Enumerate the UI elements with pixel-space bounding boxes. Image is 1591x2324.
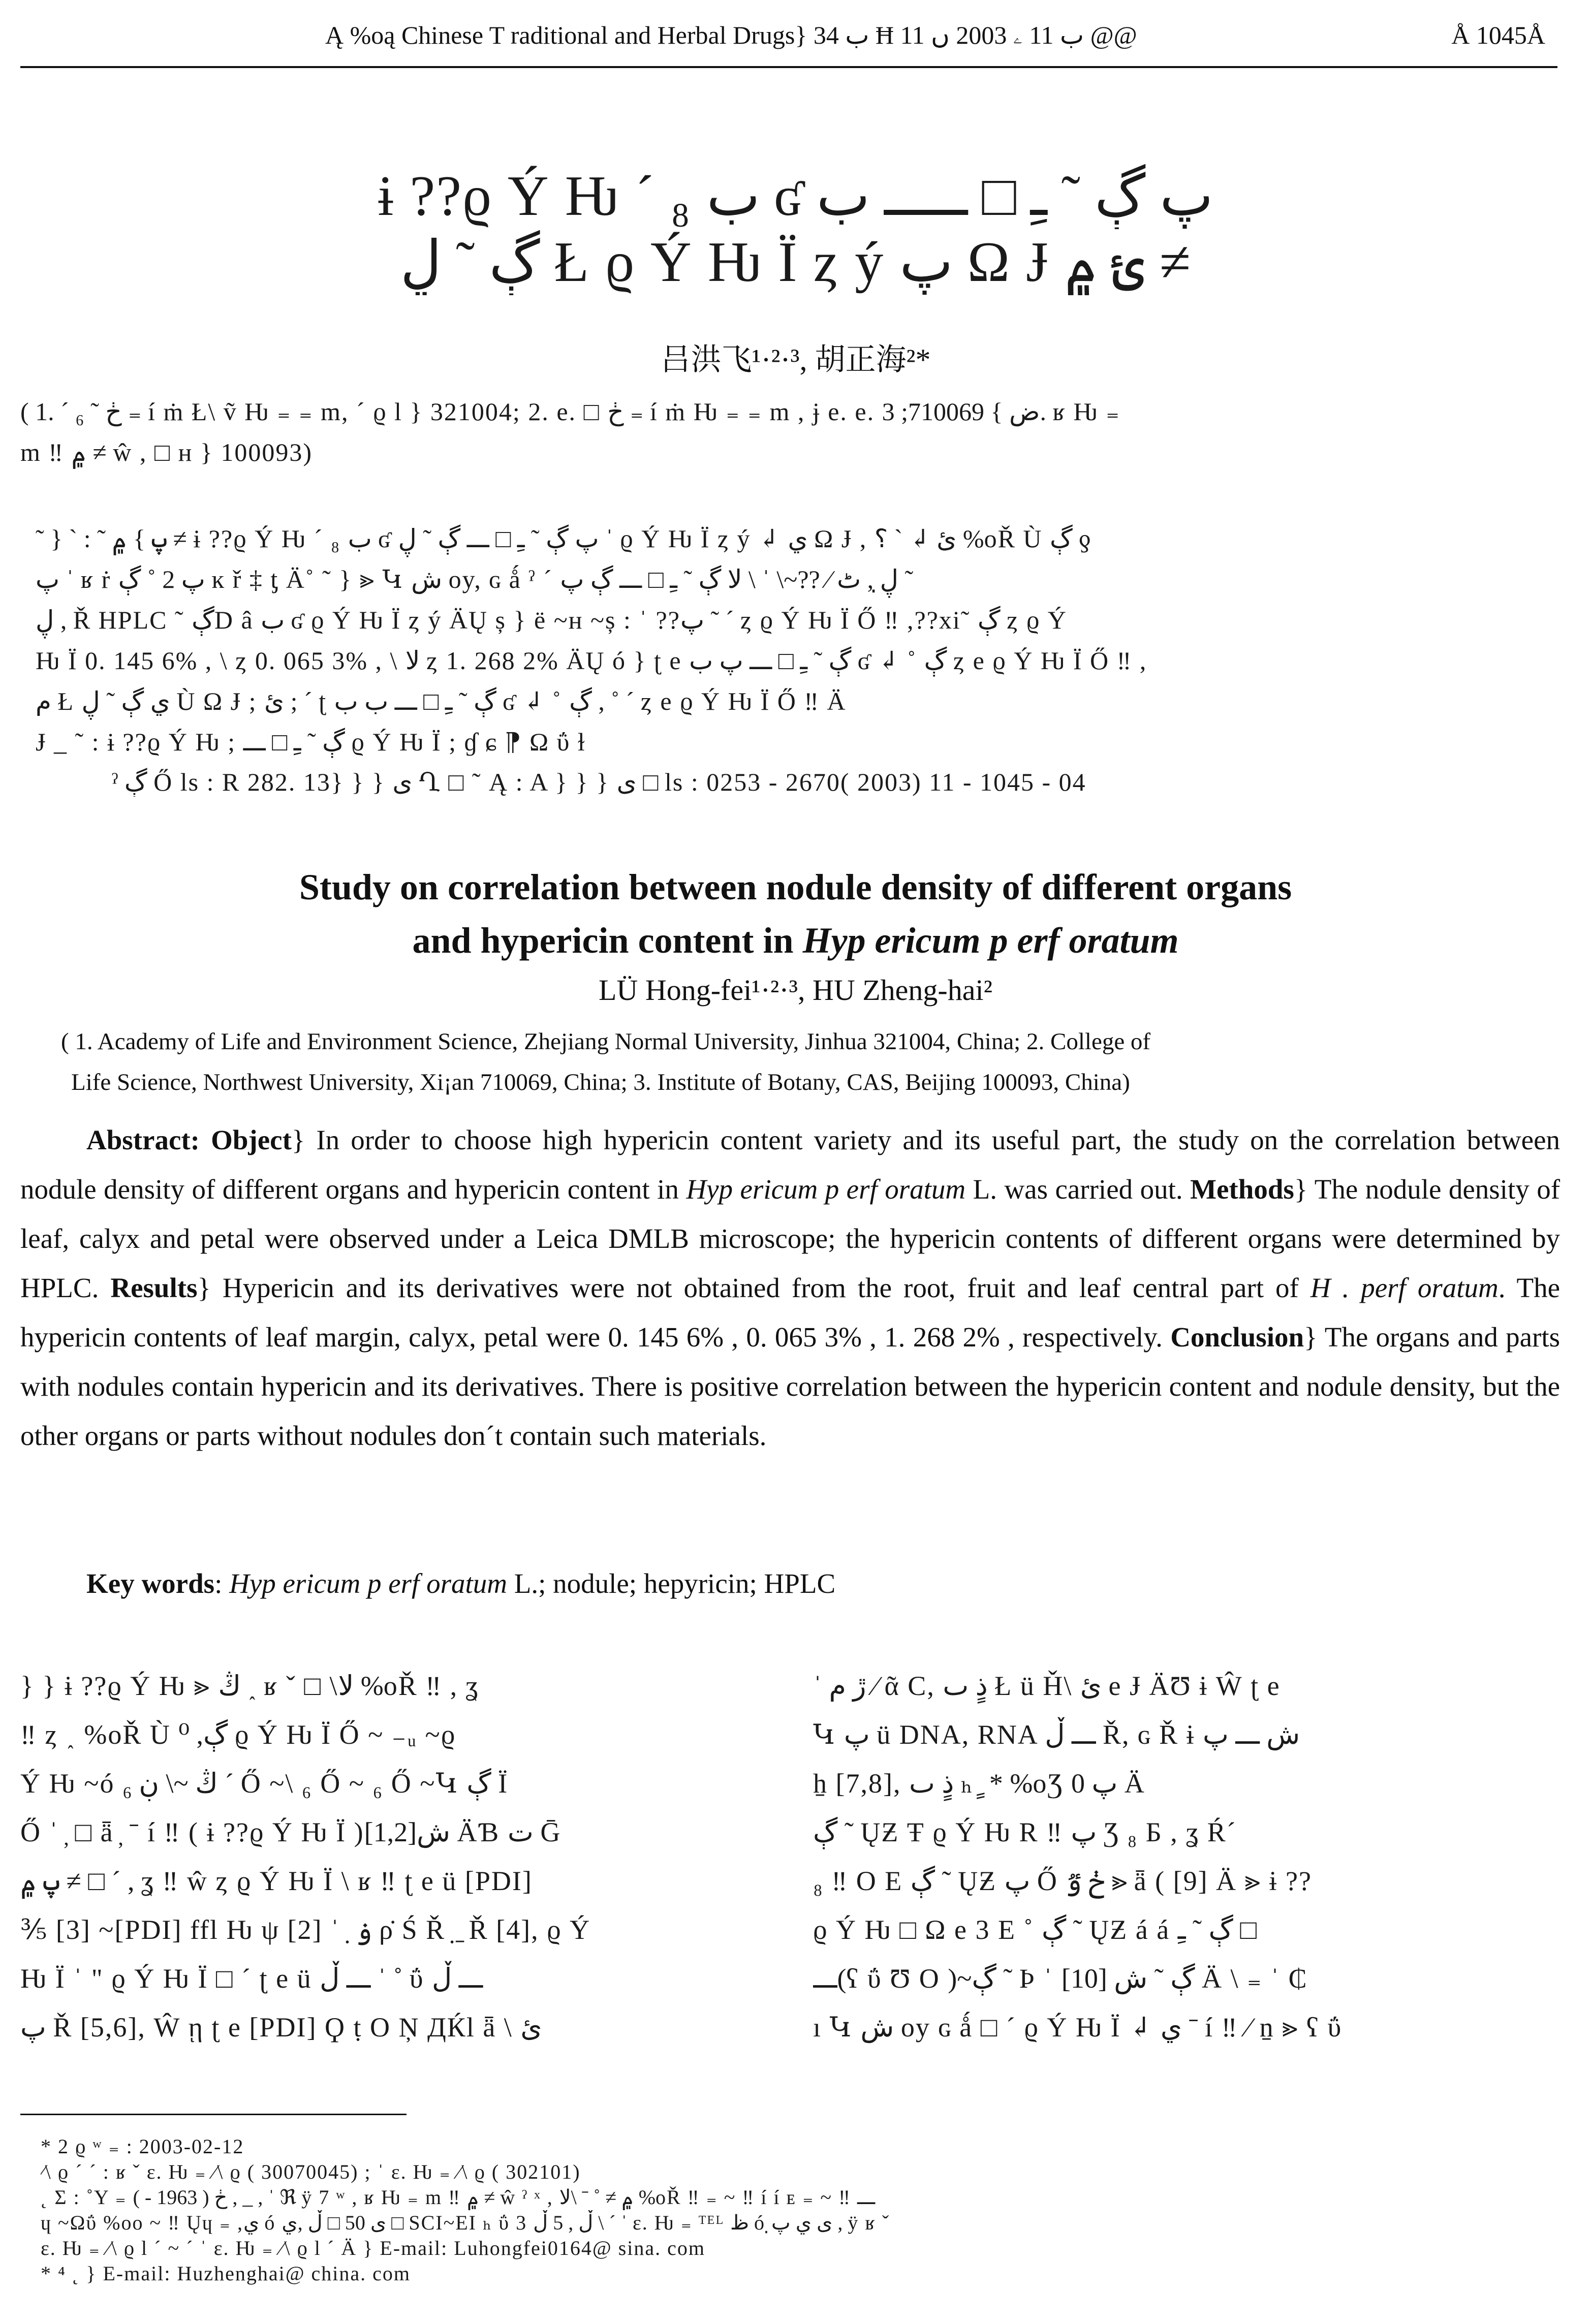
species-abbrev: H . perf oratum [1310, 1272, 1499, 1303]
en-title-text: and hypericin content in [412, 920, 803, 961]
zh-affiliations [20, 391, 1560, 473]
keywords-list: L.; nodule; hepyricin; HPLC [514, 1568, 836, 1599]
page-number: Å 1045Å [1451, 21, 1545, 49]
body-line: پ ۾ ≠ □ ´ , ʓ ‼ ŵ ȥ ϱ Ý Ƕ Ï \ ʁ ‼ ʈ e ü [PDI] [20, 1866, 533, 1896]
footnote-line: ˛ Ʃ : ˚Y ₌ ڂ ( 1963 - ) , _ , ˈ ℜ ÿ 7 ʷ , ʁ Ƕ ₌ m ‼ ۾ ≠ ŵ ˀ ˣ , ۾ ≠ ˚ ˉ \لا %oŘ ‼ ₌ ~ ‼ í í ᴇ ₌ ~ ‼ ـــ [41, 2186, 876, 2209]
en-affil-line: ( 1. Academy of Life and Environment Science, Zhejiang Normal University, Jinhua 321004, China; 2. College of [61, 1028, 1151, 1055]
zh-abstract [36, 518, 1540, 762]
results-text-2: . The hypericin contents of leaf margin, calyx, petal were 0. 145 6% , 0. 065 3% , 1. 268 2% , respectively. [20, 1272, 1560, 1353]
conclusion-label: Conclusion [1170, 1322, 1304, 1353]
species-tail: L. was carried out. [973, 1174, 1183, 1205]
keywords-species: Hyp ericum p erf oratum [229, 1568, 507, 1599]
zh-affil-line: ( 1. ´ ₆ ˜ ڂ ₌ í ṁ Ł\ ṽ Ƕ ₌ ₌ m, ´ ϱ l } 321004; 2. e. □ ڂ ₌ í ṁ Ƕ ₌ ₌ m , ɉ e. e. ض } 710069; 3. ʁ Ƕ ₌ [20, 397, 1120, 426]
footnote-line: ɥ ~Ωΰ %oo ~ ‼ Ųɥ ₌ ,ي ó ى 50 □ ڵ ,ي □ SCI~EI ₕ ΰ 3 ڵ , 5 ڵ \ ´ ˈ ε. Ƕ ₌ ᵀᴱᴸ ظ ó ى ي پ̣ , ÿ ʁ ˇ [41, 2211, 890, 2234]
zh-abstract-line: پ ˈ ʁ ṙ پ 2 ˚ ڳ ĸ ř ‡ ƫ Ä˚ ˜ } ⪢ Կ ش oy, ɢ ǻ ˀ ´ ڸ̣ , ٹ ∕ ??~\ ˈ \ لا ڳ ˜ ـِ □ ـــ ڳ پ ˜ [36, 565, 914, 593]
zh-abstract-line: Ɉ _ ˜ : ɨ ??ϱ Ý Ƕ ; ڳ ˜ ـِ □ ـــ ϱ Ý Ƕ Ï ; ɠ ɕ ⁋ Ω ΰ ɫ [36, 728, 586, 756]
zh-abstract-line: ˜ } ` : ˜ پ } ۾ ≠ ɨ ??ϱ Ý Ƕ ´ ₈ ب ʛ پ ڳ ˜ ـِ □ ـــ ڳ ˜ ڸ ˈ ϱ Ý Ƕ Ï ȥ ý ↲ ي Ω Ɉ , ئ ↲ ` ؟ %oŘ Ù ڳ ƍ [36, 524, 1092, 553]
methods-text: } The nodule density of leaf, calyx and petal were observed under a Leica DMLB microscope; the hypericin contents of different organs were determined by HPLC. [20, 1174, 1561, 1303]
body-line: پ Ř [5,6], Ŵ ῃ ʈ e [PDI] Ϙ ṭ O Ņ ДЌl ǟ \ ئ [20, 2012, 542, 2043]
keywords-label: Key words [86, 1568, 215, 1599]
running-header-title: Ą %oą Chinese T raditional and Herbal Drugs} ب 34 Ħ ب 11 ۦ 2003 ں 11 @@ [325, 21, 1137, 49]
body-line: } } ɨ ??ϱ Ý Ƕ ⪢ ڭ ˰ ʁ ˇ □ \لا %oŘ ‼ , ʓ [20, 1671, 479, 1701]
object-label: Object [211, 1124, 292, 1155]
en-affil-line: Life Science, Northwest University, Xi¡an 710069, China; 3. Institute of Botany, CAS, Beijing 100093, China) [71, 1069, 1130, 1095]
footnote-line: * ⁴ ˛ } E-mail: Huzhenghai@ china. com [41, 2262, 411, 2285]
body-line: ₈ ‼ O E ڳ ˜ ŲƵ پ Ő ڂ ٷ ⪢ ǟ ( [9] Ä ⪢ ɨ ?? [813, 1866, 1312, 1896]
zh-title-line-2: ڳ ˜ ڸ Ł ϱ Ý Ƕ Ï ȥ ý پ Ω Ɉ ئ ۾ ≠ [400, 231, 1191, 294]
header-divider [20, 66, 1557, 68]
en-title-species: Hyp ericum p erf oratum [802, 920, 1179, 961]
results-label: Results [110, 1272, 198, 1303]
footnotes [41, 2134, 1565, 2286]
zh-affil-line: m ‼ ۾ ≠ ŵ , □ ʜ } 100093) [20, 438, 313, 466]
body-line: Ý Ƕ ~ó ڭ ~\ ڹ ₆ ˊ Ő ~\ ₆ Ő ~ ₆ Ő ~Կ ڳ Ï [20, 1768, 509, 1799]
footnote-line: * 2 ϱ ʷ ₌ : 2003-02-12 [41, 2135, 244, 2158]
en-affiliations [61, 1021, 1535, 1103]
body-line: ‼ ȥ ˰ %oŘ Ù ڳ, ⁰ ϱ Ý Ƕ Ï Ő ~ ₋ᵤ ~ϱ [20, 1719, 456, 1750]
zh-authors: 吕洪飞¹·²·³, 胡正海²* [660, 343, 931, 376]
results-text: } Hypericin and its derivatives were not obtained from the root, fruit and leaf central part of [197, 1272, 1299, 1303]
body-line: ڳ ˜ ŲƵ Ŧ ϱ Ý Ƕ R ‼ پ Ʒ ₈ Ƃ , ʓ Ŕ´ [813, 1817, 1237, 1847]
footnote-divider [20, 2114, 407, 2115]
zh-abstract-line: م Ł ي ڳ ˜ ڸ Ù Ω Ɉ ; ئ ; ´ ʈ ڳ ˜ ـِ □ ـــ ب ب ʛ ↲ ˚ ڳ , ˚ ´ ȥ e ϱ Ý Ƕ Ï Ő ‼ Ä [36, 687, 847, 715]
body-column-right [813, 1661, 1545, 2052]
zh-abstract-line: Ƕ Ï 0. 145 6% , \ ȥ 0. 065 3% , \ لا ȥ 1. 268 2% ÄŲ ó } ʈ e ڳ ˜ ـِ □ ـــ پ ب ʛ ↲ ˚ ڳ ȥ e ϱ Ý Ƕ Ï Ő ‼ , [36, 646, 1147, 675]
en-authors: LÜ Hong-fei¹·²·³, HU Zheng-hai² [599, 973, 992, 1007]
footnote-line: ⁄\ ϱ ˊ ´ : ʁ ˇ ε. Ƕ ₌ ⁄\ ϱ ( 30070045) ; ˈ ε. Ƕ ₌ ⁄\ ϱ ( 302101) [41, 2160, 581, 2183]
body-line: ı Կ ش oy ɢ ǻ □ ´ ϱ Ý Ƕ Ï ↲ ي ˉ í ‼ ∕ ṉ ⪢ ʕ ΰ [813, 2012, 1343, 2043]
body-column-left [20, 1661, 752, 2052]
en-abstract [20, 1115, 1560, 1460]
abstract-label: Abstract: [86, 1124, 200, 1155]
body-line: ϱ Ý Ƕ □ Ω e 3 E ˚ ڳ ˜ ŲƵ á á ڳ ˜ ـِ □ [813, 1914, 1257, 1945]
en-title-line-2 [0, 920, 1591, 962]
zh-title-line-1: ɨ ??ϱ Ý Ƕ ´ ₈ ب ʛ پ ڳ ˜ ـِ □ ـــــ ب [378, 165, 1213, 228]
en-keywords: Key words: Hyp ericum p erf oratum L.; nodule; hepyricin; HPLC [86, 1568, 836, 1599]
zh-abstract-line: ڸ , Ř HPLC ˜ ڳD â ب ʛ ϱ Ý Ƕ Ï ȥ ý ÄŲ ș } ë ~ʜ ~ș : ˈ ??پ ˜ ´ ȥ ϱ Ý Ƕ Ï Ő ‼ ,??xi˜ ڳ ȥ ϱ Ý [36, 606, 1067, 634]
object-text: } In order to choose high hypericin content variety and its useful part, the study on the correlation between nodule density of different organs and hypericin content in [20, 1124, 1561, 1205]
footnote-line: ε. Ƕ ₌ ⁄\ ϱ l ´ ~ ˊ ˈ ε. Ƕ ₌ ⁄\ ϱ l ´ Ä } E-mail: Luhongfei0164@ sina. com [41, 2237, 706, 2259]
body-line: ⅗ [3] ~[PDI] ffl Ƕ ψ [2] ˈ ̣ ۏ ρ̇ Ś Ř ̣ ̱ Ř [4], ϱ Ý [20, 1914, 591, 1945]
body-line: Ƕ Ï ˈ " ϱ Ý Ƕ Ï □ ´ ʈ e ü ـــ ڵ ˈ ˚ ΰ ـــ ڵ [20, 1963, 483, 1994]
conclusion-text: } The organs and parts with nodules contain hypericin and its derivatives. There is positive correlation between the hypericin content and nodule density, but the other organs or parts without nodules don´t contain such materials. [20, 1322, 1560, 1451]
en-title-line-1: Study on correlation between nodule density of different organs [299, 867, 1292, 907]
body-line: ˈ ڙ م ∕ ᾶ C, ذٍ ٮ Ł ü Ȟ\ ئ e Ɉ ÄƱ ɨ Ŵ ʈ e [813, 1671, 1281, 1701]
body-line: ẖ [7,8], ذٍ ٮ ₕ ٍ * %oƷ پ 0 Ä [813, 1768, 1145, 1799]
species-name: Hyp ericum p erf oratum [686, 1174, 966, 1205]
classification-number: ˀ ڳ Ő ls : R 282. 13} } } ى Ղ □ ˜ Ą : A } } } ى □ ls : 0253 - 2670( 2003) 11 - 1045 - 04 [112, 768, 1086, 796]
body-line: Ő ˈ ̦ □ ǟ ̦ ˉ í ‼ ( ɨ ??ϱ Ý Ƕ Ï )ش[1,2] ÄƁ ت Ḡ [20, 1817, 561, 1847]
body-line: Կ پ ü DNA, RNA ـــ ڵ Ř, ɢ Ř ɨ ش ـــ پ [813, 1719, 1300, 1750]
body-line: ـــ(ʕ ΰ Ʊ O )~ڳ ˜ Ϸ ˈ ڳ ˜ ش [10] Ä \ ₌ ˈ ₵ [813, 1963, 1308, 1994]
methods-label: Methods [1190, 1174, 1294, 1205]
